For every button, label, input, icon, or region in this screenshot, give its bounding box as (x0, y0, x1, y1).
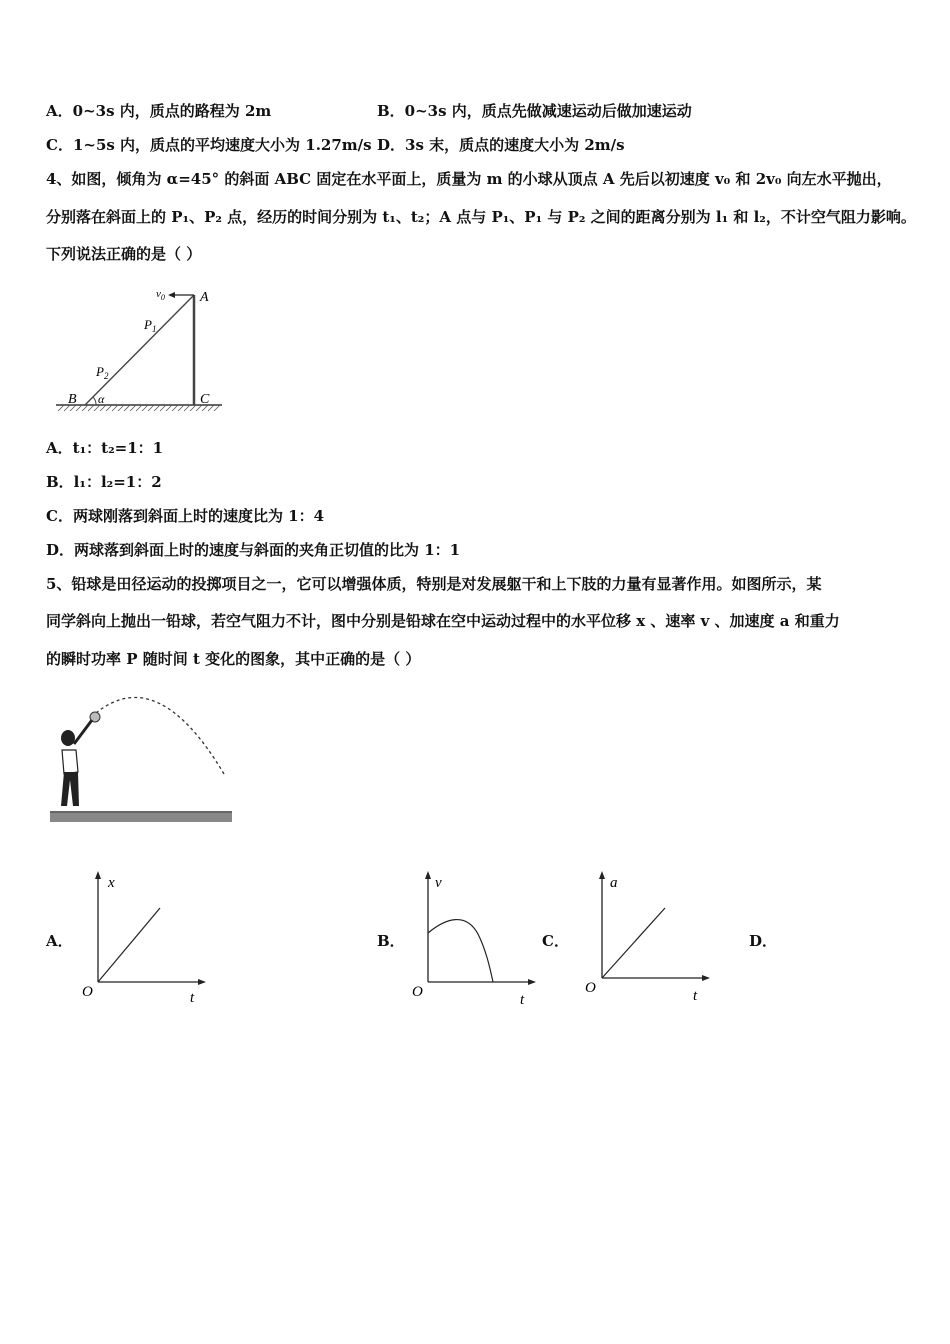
q3-option-d: D．3s 末，质点的速度大小为 2m/s (377, 136, 625, 154)
q4-stem-line1: 4、如图，倾角为 α=45° 的斜面 ABC 固定在水平面上，质量为 m 的小球从顶点 A 先后以初速度 v₀ 和 2v₀ 向左水平抛出， (46, 170, 892, 188)
graph-b-curve (428, 920, 493, 982)
point-b-label: B (68, 392, 77, 407)
q5-option-d-label: D． (749, 932, 778, 950)
ground-band (50, 813, 232, 822)
v0-label: $v_0$ (156, 288, 165, 302)
point-p2-label: $P_2$ (96, 364, 109, 381)
q3-option-b: B．0~3s 内，质点先做减速运动后做加速运动 (377, 102, 692, 120)
graph-a-origin: O (82, 984, 93, 1000)
graph-a-x-arrow (95, 871, 101, 879)
graph-a-t-arrow (198, 979, 206, 985)
q5-option-c-label: C． (542, 932, 569, 950)
graph-c-xlabel: t (693, 988, 698, 1004)
side-ab (85, 295, 194, 405)
graph-c-ylabel: a (610, 875, 618, 891)
graph-a-xlabel: t (190, 990, 195, 1006)
graph-b-t-arrow (528, 979, 536, 985)
point-a-label: A (200, 290, 209, 305)
graph-b-v-t (408, 866, 540, 1006)
graph-c-a-arrow (599, 871, 605, 879)
q5-option-a-label: A． (46, 932, 73, 950)
angle-arc (93, 397, 96, 405)
point-p1-label: $P_1$ (144, 317, 157, 334)
graph-c-line (602, 908, 665, 978)
graph-b-xlabel: t (520, 992, 525, 1006)
q4-stem-line3: 下列说法正确的是（ ） (46, 245, 202, 263)
v0-arrowhead (168, 292, 175, 298)
q4-option-a: A．t₁：t₂=1：1 (46, 439, 164, 457)
graph-b-ylabel: v (435, 875, 442, 891)
q5-option-b-label: B． (377, 932, 405, 950)
graph-b-v-arrow (425, 871, 431, 879)
q3-option-c: C．1~5s 内，质点的平均速度大小为 1.27m/s (46, 136, 372, 154)
angle-alpha-label: α (98, 392, 105, 406)
graph-c-t-arrow (702, 975, 710, 981)
ground-hatching (58, 405, 220, 411)
graph-c-a-t (582, 866, 714, 1006)
incline-figure (52, 282, 230, 414)
shot-put-figure (48, 688, 238, 830)
trajectory-curve (96, 697, 224, 774)
q5-stem-line1: 5、铅球是田径运动的投掷项目之一，它可以增强体质，特别是对发展躯干和上下肢的力量有显著作用。如图所示，某 (46, 575, 822, 593)
graph-a-x-t (78, 866, 210, 1006)
q5-stem-line3: 的瞬时功率 P 随时间 t 变化的图象，其中正确的是（ ） (46, 650, 421, 668)
point-c-label: C (200, 392, 210, 407)
thrower-person (61, 720, 92, 806)
q5-stem-line2: 同学斜向上抛出一铅球，若空气阻力不计，图中分别是铅球在空中运动过程中的水平位移 x 、速率 v 、加速度 a 和重力 (46, 612, 840, 630)
q4-stem-line2: 分别落在斜面上的 P₁、P₂ 点，经历的时间分别为 t₁、t₂；A 点与 P₁、P₁ 与 P₂ 之间的距离分别为 l₁ 和 l₂，不计空气阻力影响。 (46, 208, 916, 226)
graph-a-ylabel: x (108, 875, 115, 891)
graph-c-origin: O (585, 980, 596, 996)
q4-option-c: C．两球刚落到斜面上时的速度比为 1：4 (46, 507, 325, 525)
graph-a-line (98, 908, 160, 982)
q3-option-a: A．0~3s 内，质点的路程为 2m (46, 102, 272, 120)
graph-b-origin: O (412, 984, 423, 1000)
q4-option-b: B．l₁：l₂=1：2 (46, 473, 162, 491)
q4-option-d: D．两球落到斜面上时的速度与斜面的夹角正切值的比为 1：1 (46, 541, 461, 559)
